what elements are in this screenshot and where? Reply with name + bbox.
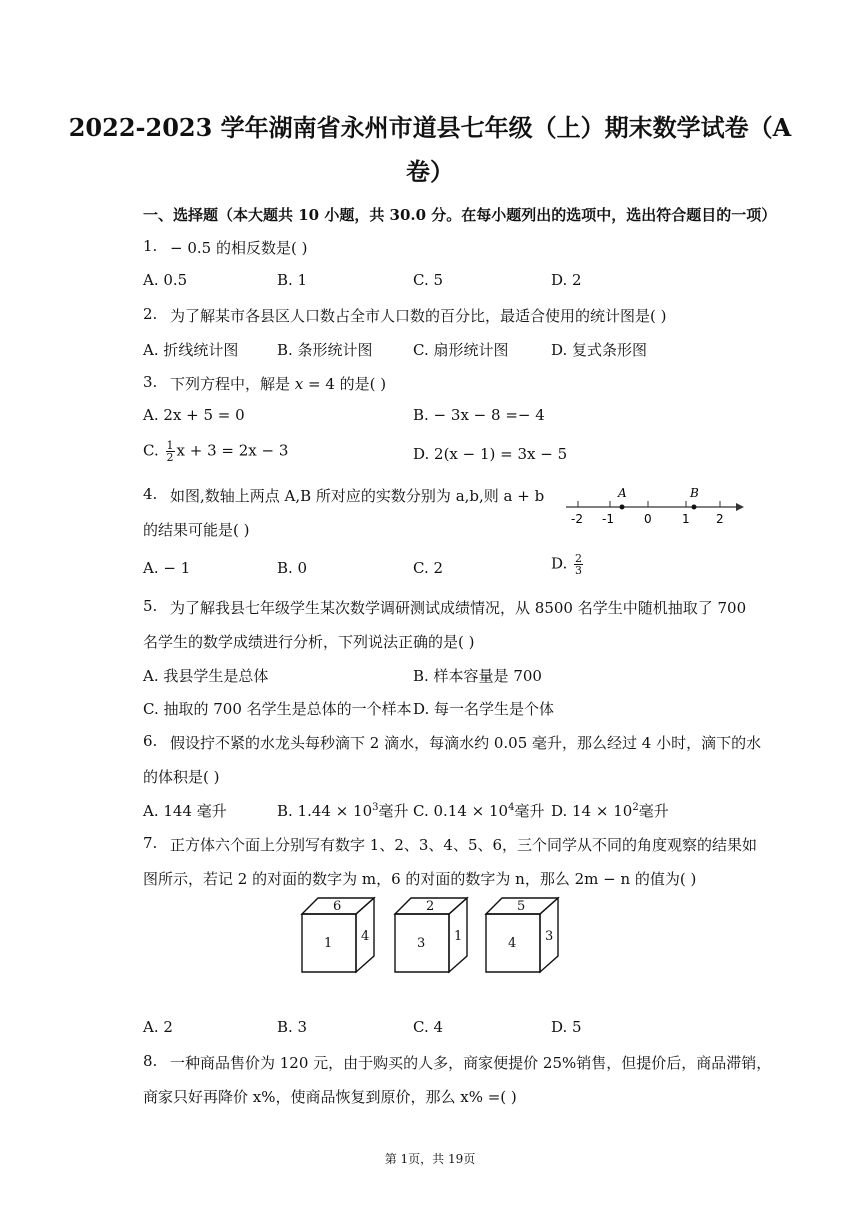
page-title-line2: 卷） [406, 157, 454, 186]
q5-option-b: B. 样本容量是 700 [413, 667, 542, 685]
q5-option-c: C. 抽取的 700 名学生是总体的一个样本 [143, 700, 412, 718]
q1-option-c: C. 5 [413, 271, 444, 289]
q6-option-b: B. $1.44 \times 10^3$毫升 [277, 802, 409, 820]
arrow-head-icon [736, 503, 744, 511]
fraction-one-half: $\frac{1}{2}$ [166, 439, 174, 464]
question-8-line1: 一种商品售价为 120 元，由于购买的人多，商家便提价 25%销售，但提价后，商品滞销， [170, 1054, 772, 1072]
question-8-number: 8. [143, 1052, 158, 1070]
tick-label-0: 0 [644, 512, 652, 526]
cube3-front: 4 [508, 936, 517, 951]
q2-option-d: D. 复式条形图 [551, 341, 648, 359]
question-6-number: 6. [143, 732, 158, 750]
question-2-number: 2. [143, 305, 158, 323]
point-b-label: B [690, 486, 699, 500]
tick-label-neg2: -2 [571, 512, 583, 526]
cube3-side: 3 [545, 929, 554, 944]
page-title-line1: 2022-2023 学年湖南省永州市道县七年级（上）期末数学试卷（A [68, 113, 792, 142]
question-6-line1: 假设拧不紧的水龙头每秒滴下 2 滴水，每滴水约 0.05 毫升，那么经过 4 小时，滴下的水 [170, 734, 762, 752]
q4-option-d: D. $\frac{2}{3}$ [551, 552, 583, 577]
q1-option-b: B. 1 [277, 271, 308, 289]
q2-option-b: B. 条形统计图 [277, 341, 373, 359]
point-b-dot [692, 505, 697, 510]
cube1-top: 6 [333, 899, 342, 914]
point-a-label: A [618, 486, 627, 500]
page-footer: 第 1页，共 19页 [384, 1152, 476, 1166]
question-4-line2: 的结果可能是( ) [143, 521, 250, 539]
question-8-line2: 商家只好再降价 x%，使商品恢复到原价，那么 x% =( ) [143, 1088, 517, 1106]
q1-option-d: D. 2 [551, 271, 582, 289]
q3-option-d: D. 2(x − 1) = 3x − 5 [413, 445, 568, 463]
question-7-number: 7. [143, 834, 158, 852]
tick-label-1: 1 [682, 512, 690, 526]
question-2-text: 为了解某市各县区人口数占全市人口数的百分比，最适合使用的统计图是( ) [170, 307, 667, 325]
tick-label-neg1: -1 [602, 512, 614, 526]
q3-option-b: B. − 3x − 8 =− 4 [413, 406, 545, 424]
question-4-number: 4. [143, 485, 158, 503]
q2-option-c: C. 扇形统计图 [413, 341, 509, 359]
question-4-line1: 如图,数轴上两点 A,B 所对应的实数分别为 a,b,则 a + b [170, 487, 545, 505]
question-1-text: − 0.5 的相反数是( ) [170, 239, 308, 257]
cubes-figure [296, 892, 570, 976]
point-a-dot [620, 505, 625, 510]
number-line-figure [560, 484, 750, 528]
cube2-top: 2 [426, 899, 435, 914]
q3-option-a: A. 2x + 5 = 0 [143, 406, 245, 424]
cube2-side: 1 [454, 929, 463, 944]
question-5-line1: 为了解我县七年级学生某次数学调研测试成绩情况，从 8500 名学生中随机抽取了 700 [170, 599, 747, 617]
question-5-line2: 名学生的数学成绩进行分析，下列说法正确的是( ) [143, 633, 475, 651]
question-7-line1: 正方体六个面上分别写有数字 1、2、3、4、5、6，三个同学从不同的角度观察的结果如 [170, 836, 758, 854]
section-heading: 一、选择题（本大题共 10 小题，共 30.0 分。在每小题列出的选项中，选出符合题目的一项） [143, 206, 777, 224]
q6-option-c: C. $0.14 \times 10^4$毫升 [413, 802, 545, 820]
question-1-number: 1. [143, 237, 158, 255]
q1-option-a: A. 0.5 [143, 271, 188, 289]
q6-option-d: D. $14 \times 10^2$毫升 [551, 802, 669, 820]
cube1-side: 4 [361, 929, 370, 944]
q7-option-d: D. 5 [551, 1018, 582, 1036]
q4-option-b: B. 0 [277, 559, 308, 577]
q4-option-c: C. 2 [413, 559, 444, 577]
q5-option-a: A. 我县学生是总体 [143, 667, 269, 685]
question-3-text: 下列方程中，解是 x = 4 的是( ) [170, 375, 387, 393]
question-7-line2: 图所示，若记 2 的对面的数字为 m，6 的对面的数字为 n，那么 2m − n 的值为( ) [143, 870, 697, 888]
cube1-front: 1 [324, 936, 333, 951]
q7-option-b: B. 3 [277, 1018, 308, 1036]
cube2-front: 3 [417, 936, 426, 951]
q5-option-d: D. 每一名学生是个体 [413, 700, 555, 718]
q2-option-a: A. 折线统计图 [143, 341, 239, 359]
question-5-number: 5. [143, 597, 158, 615]
q7-option-c: C. 4 [413, 1018, 444, 1036]
cube3-top: 5 [517, 899, 526, 914]
fraction-two-thirds: $\frac{2}{3}$ [575, 552, 583, 577]
q4-option-a: A. − 1 [143, 559, 191, 577]
q7-option-a: A. 2 [143, 1018, 173, 1036]
q3-option-c: C. $\frac{1}{2}$ x + 3 = 2x − 3 [143, 439, 289, 464]
tick-label-2: 2 [716, 512, 724, 526]
question-3-number: 3. [143, 373, 158, 391]
q6-option-a: A. 144 毫升 [143, 802, 227, 820]
question-6-line2: 的体积是( ) [143, 768, 220, 786]
